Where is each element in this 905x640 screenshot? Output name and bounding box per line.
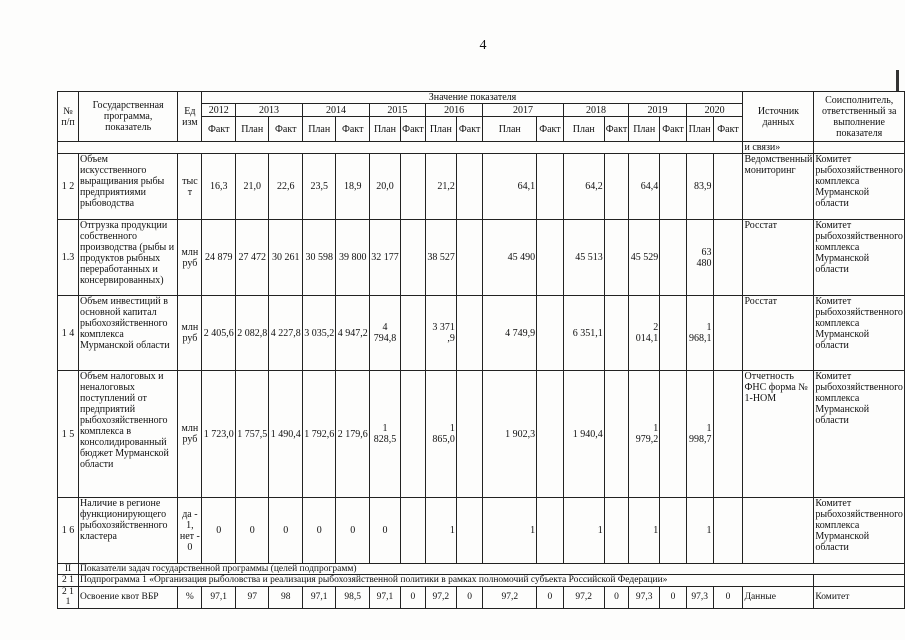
row-number: 1 2: [58, 154, 79, 220]
value-cell: 1 828,5: [369, 371, 400, 498]
plan-header: План: [686, 117, 713, 142]
row-number: 1 6: [58, 498, 79, 564]
value-cell: 4 227,8: [269, 296, 303, 371]
value-cell: 0: [604, 586, 628, 608]
fact-header: Факт: [713, 117, 743, 142]
plan-header: План: [629, 117, 660, 142]
indicator-name: Отгрузка продукции собственного производства (рыбы и продуктов рыбных переработанных и консервированных): [78, 220, 177, 296]
plan-header: План: [483, 117, 537, 142]
value-cell: [713, 296, 743, 371]
value-cell: [400, 220, 425, 296]
indicator-name: Наличие в регионе функционирующего рыбохозяйственного кластера: [78, 498, 177, 564]
value-cell: 3 035,2: [302, 296, 336, 371]
source-cell: Данные: [743, 586, 814, 608]
header-unit: Ед изм: [178, 92, 202, 142]
value-cell: [537, 371, 564, 498]
value-cell: [713, 371, 743, 498]
value-cell: 0: [202, 498, 236, 564]
value-cell: [604, 220, 628, 296]
header-coexecutor: Соисполнитель, ответственный за выполнение показателя: [814, 92, 905, 142]
year-header: 2019: [629, 104, 687, 117]
value-cell: [400, 498, 425, 564]
value-cell: 0: [713, 586, 743, 608]
value-cell: 1 723,0: [202, 371, 236, 498]
value-cell: 1 757,5: [235, 371, 269, 498]
header-value-group: Значение показателя: [202, 92, 743, 104]
value-cell: 23,5: [302, 154, 336, 220]
value-cell: 20,0: [369, 154, 400, 220]
unit-cell: да - 1, нет - 0: [178, 498, 202, 564]
value-cell: [537, 154, 564, 220]
value-cell: 21,2: [425, 154, 456, 220]
value-cell: [537, 296, 564, 371]
coexecutor-cell: Комитет рыбохозяйственного комплекса Мурманской области: [814, 498, 905, 564]
value-cell: 97,2: [563, 586, 604, 608]
indicator-row: [58, 220, 905, 296]
year-header: 2012: [202, 104, 236, 117]
plan-header: План: [235, 117, 269, 142]
fact-header: Факт: [269, 117, 303, 142]
value-cell: 1 979,2: [629, 371, 660, 498]
value-cell: 64,2: [563, 154, 604, 220]
indicator-row: [58, 296, 905, 371]
value-cell: [537, 498, 564, 564]
value-cell: [456, 498, 483, 564]
value-cell: 1 902,3: [483, 371, 537, 498]
value-cell: 1 792,6: [302, 371, 336, 498]
year-header: 2017: [483, 104, 563, 117]
value-cell: 1 940,4: [563, 371, 604, 498]
plan-header: План: [369, 117, 400, 142]
value-cell: 1: [425, 498, 456, 564]
indicator-name: Освоение квот ВБР: [78, 586, 177, 608]
value-cell: 97,1: [369, 586, 400, 608]
value-cell: 3 371 ,9: [425, 296, 456, 371]
value-cell: 0: [537, 586, 564, 608]
coexecutor-cell: Комитет рыбохозяйственного комплекса Мурманской области: [814, 371, 905, 498]
value-cell: 38 527: [425, 220, 456, 296]
value-cell: 0: [269, 498, 303, 564]
year-header: 2013: [235, 104, 302, 117]
value-cell: 27 472: [235, 220, 269, 296]
source-cell: Росстат: [743, 296, 814, 371]
value-cell: 97,1: [302, 586, 336, 608]
value-cell: 39 800: [336, 220, 370, 296]
value-cell: 1: [629, 498, 660, 564]
value-cell: [537, 220, 564, 296]
value-cell: 97,2: [483, 586, 537, 608]
value-cell: 0: [235, 498, 269, 564]
value-cell: 1 490,4: [269, 371, 303, 498]
value-cell: 97,2: [425, 586, 456, 608]
value-cell: 97,1: [202, 586, 236, 608]
value-cell: 1 998,7: [686, 371, 713, 498]
source-cell: [743, 498, 814, 564]
value-cell: 21,0: [235, 154, 269, 220]
coexecutor-cell: Комитет рыбохозяйственного комплекса Мурманской области: [814, 220, 905, 296]
value-cell: 0: [369, 498, 400, 564]
source-cell: Отчетность ФНС форма № 1-НОМ: [743, 371, 814, 498]
header-program: Государственная программа, показатель: [78, 92, 177, 142]
indicator-row: [58, 498, 905, 564]
section-number: II: [58, 564, 79, 575]
value-cell: [713, 220, 743, 296]
value-cell: 30 261: [269, 220, 303, 296]
value-cell: [604, 296, 628, 371]
value-cell: [660, 498, 687, 564]
indicator-row: [58, 154, 905, 220]
fact-header: Факт: [400, 117, 425, 142]
source-cell: Росстат: [743, 220, 814, 296]
value-cell: 0: [336, 498, 370, 564]
scan-edge-mark: [896, 70, 899, 92]
value-cell: 2 014,1: [629, 296, 660, 371]
value-cell: [660, 296, 687, 371]
value-cell: 1: [483, 498, 537, 564]
value-cell: 45 513: [563, 220, 604, 296]
value-cell: 30 598: [302, 220, 336, 296]
unit-cell: млн руб: [178, 371, 202, 498]
section-title: Показатели задач государственной программы (целей подпрограмм): [78, 564, 904, 575]
value-cell: [660, 154, 687, 220]
value-cell: [456, 220, 483, 296]
value-cell: 1: [563, 498, 604, 564]
value-cell: 64,4: [629, 154, 660, 220]
value-cell: [456, 371, 483, 498]
unit-cell: млн руб: [178, 296, 202, 371]
value-cell: 2 405,6: [202, 296, 236, 371]
indicator-name: Объем налоговых и неналоговых поступлений от предприятий рыбохозяйственного комплекса в консолидированный бюджет Мурманской области: [78, 371, 177, 498]
value-cell: 63 480: [686, 220, 713, 296]
empty-cell: [814, 575, 905, 586]
indicator-name: Объем искусственного выращивания рыбы предприятиями рыбоводства: [78, 154, 177, 220]
value-cell: 45 490: [483, 220, 537, 296]
value-cell: 2 082,8: [235, 296, 269, 371]
fact-header: Факт: [604, 117, 628, 142]
coexecutor-cell: Комитет рыбохозяйственного комплекса Мурманской области: [814, 154, 905, 220]
value-cell: [713, 154, 743, 220]
year-header: 2014: [302, 104, 369, 117]
indicator-name: Объем инвестиций в основной капитал рыбохозяйственного комплекса Мурманской области: [78, 296, 177, 371]
coexecutor-cell: Комитет рыбохозяйственного комплекса Мурманской области: [814, 296, 905, 371]
fact-header: Факт: [336, 117, 370, 142]
value-cell: 4 794,8: [369, 296, 400, 371]
row-number: 2 1 1: [58, 586, 79, 608]
year-header: 2020: [686, 104, 743, 117]
value-cell: 98: [269, 586, 303, 608]
page-number: 4: [479, 38, 487, 53]
value-cell: 1: [686, 498, 713, 564]
value-cell: [456, 296, 483, 371]
unit-cell: млн руб: [178, 220, 202, 296]
indicator-table: [57, 91, 905, 609]
value-cell: 0: [456, 586, 483, 608]
value-cell: [400, 154, 425, 220]
value-cell: 1 968,1: [686, 296, 713, 371]
fact-header: Факт: [456, 117, 483, 142]
value-cell: [604, 371, 628, 498]
plan-header: План: [425, 117, 456, 142]
value-cell: 22,6: [269, 154, 303, 220]
fact-header: Факт: [660, 117, 687, 142]
value-cell: 0: [302, 498, 336, 564]
unit-cell: тыс т: [178, 154, 202, 220]
section-number: 2 1: [58, 575, 79, 586]
value-cell: 4 947,2: [336, 296, 370, 371]
indicator-row: [58, 586, 905, 608]
value-cell: 0: [660, 586, 687, 608]
value-cell: 1 865,0: [425, 371, 456, 498]
value-cell: [400, 371, 425, 498]
coexecutor-cell: Комитет: [814, 586, 905, 608]
value-cell: 97: [235, 586, 269, 608]
plan-header: План: [302, 117, 336, 142]
header-num: № п/п: [58, 92, 79, 142]
value-cell: [713, 498, 743, 564]
value-cell: 32 177: [369, 220, 400, 296]
value-cell: 24 879: [202, 220, 236, 296]
value-cell: 83,9: [686, 154, 713, 220]
subprogram-title: Подпрограмма 1 «Организация рыболовства и реализация рыбохозяйственной политики в рамках полномочий субъекта Российской Федерации»: [78, 575, 813, 586]
value-cell: [660, 220, 687, 296]
value-cell: [604, 154, 628, 220]
row-number: 1 4: [58, 296, 79, 371]
stray-row-text: и связи»: [743, 142, 814, 154]
year-header: 2016: [425, 104, 483, 117]
value-cell: 97,3: [629, 586, 660, 608]
value-cell: [456, 154, 483, 220]
year-header: 2015: [369, 104, 425, 117]
value-cell: 18,9: [336, 154, 370, 220]
value-cell: 6 351,1: [563, 296, 604, 371]
value-cell: 98,5: [336, 586, 370, 608]
value-cell: [660, 371, 687, 498]
fact-header: Факт: [537, 117, 564, 142]
value-cell: 97,3: [686, 586, 713, 608]
value-cell: 45 529: [629, 220, 660, 296]
value-cell: 0: [400, 586, 425, 608]
value-cell: 64,1: [483, 154, 537, 220]
value-cell: 4 749,9: [483, 296, 537, 371]
value-cell: 2 179,6: [336, 371, 370, 498]
year-header: 2018: [563, 104, 629, 117]
value-cell: 16,3: [202, 154, 236, 220]
indicator-row: [58, 371, 905, 498]
row-number: 1 5: [58, 371, 79, 498]
row-number: 1.3: [58, 220, 79, 296]
unit-cell: %: [178, 586, 202, 608]
value-cell: [400, 296, 425, 371]
plan-header: План: [563, 117, 604, 142]
header-source: Источник данных: [743, 92, 814, 142]
fact-header: Факт: [202, 117, 236, 142]
value-cell: [604, 498, 628, 564]
source-cell: Ведомственный мониторинг: [743, 154, 814, 220]
